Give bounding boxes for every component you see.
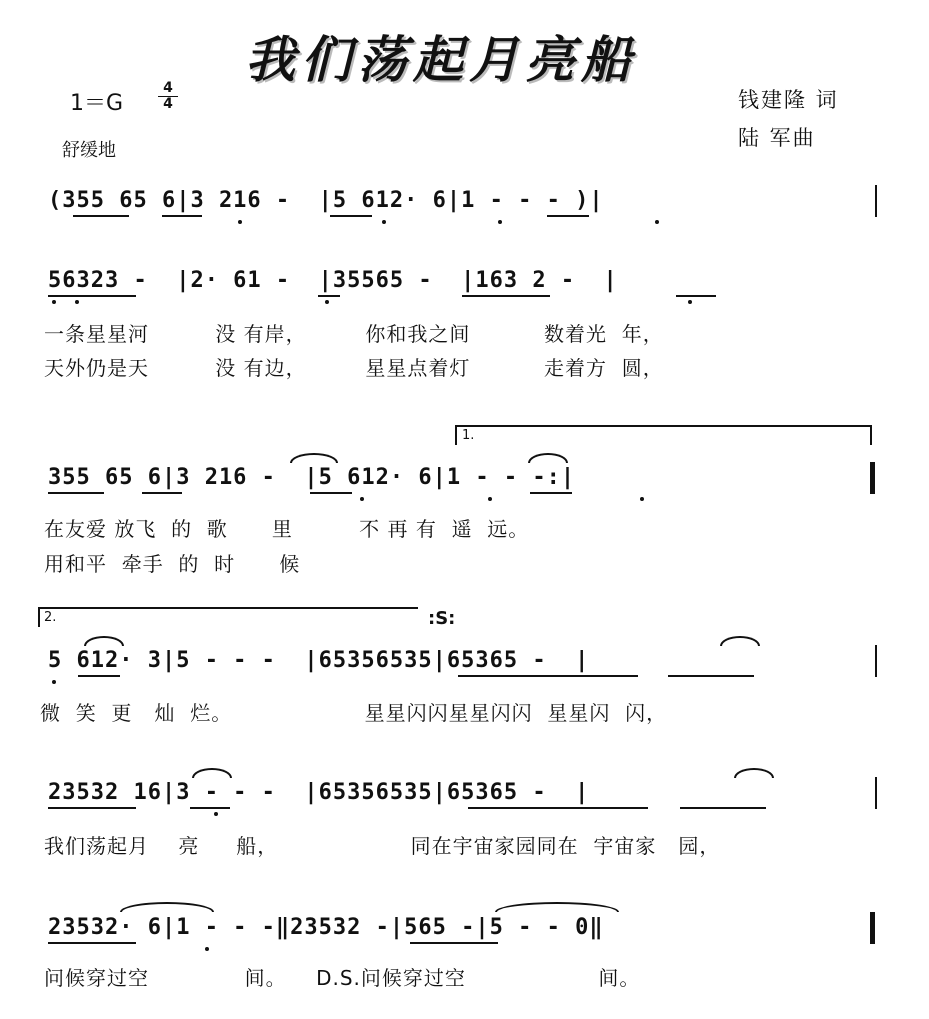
lyrics-row-6: 问候穿过空 间。 D.S.问候穿过空 间。 [44, 966, 641, 990]
underline [458, 675, 638, 677]
octave-dot [488, 497, 492, 501]
slur [734, 768, 774, 778]
segno-sign: :S: [428, 608, 456, 629]
slur [720, 636, 760, 646]
underline [190, 807, 230, 809]
lyrics-row-5: 我们荡起月 亮 船， 同在宇宙家园同在 宇宙家 园， [44, 834, 721, 858]
song-title: 我们荡起月亮船 [245, 30, 637, 89]
key-signature: 1＝G [70, 91, 124, 116]
octave-dot [214, 812, 218, 816]
tempo-marking: 舒缓地 [62, 140, 116, 161]
lyrics-row-2-verse-1: 一条星星河 没 有岸， 你和我之间 数着光 年， [44, 322, 664, 346]
octave-dot [325, 300, 329, 304]
slur [495, 902, 619, 912]
underline [48, 807, 136, 809]
barline [875, 777, 877, 809]
slur [290, 453, 338, 463]
underline [142, 492, 182, 494]
underline [547, 215, 589, 217]
underline [73, 215, 129, 217]
volta-1-bracket-left [455, 425, 457, 445]
time-signature: 4 4 [158, 82, 178, 111]
slur [84, 636, 124, 646]
underline [78, 675, 120, 677]
volta-2-bracket [38, 607, 418, 609]
repeat-end-barline [870, 462, 875, 494]
underline [410, 942, 498, 944]
octave-dot [205, 947, 209, 951]
barline [875, 185, 877, 217]
notation-row-5: 23532 16|3 - - - |65356535|65365 - | [48, 780, 590, 805]
notation-row-1: (355 65 6|3 216 - |5 612· 6|1 - - - )| [48, 188, 604, 213]
notation-row-4: 5 612· 3|5 - - - |65356535|65365 - | [48, 648, 590, 673]
volta-1-bracket-right [870, 425, 872, 445]
octave-dot [640, 497, 644, 501]
octave-dot [655, 220, 659, 224]
lyrics-row-3-verse-1: 在友爱 放飞 的 歌 里 不 再 有 遥 远。 [44, 517, 530, 541]
octave-dot [52, 300, 56, 304]
lyrics-row-4: 微 笑 更 灿 烂。 星星闪闪星星闪闪 星星闪 闪， [40, 701, 668, 725]
underline [318, 295, 340, 297]
underline [462, 295, 550, 297]
underline [676, 295, 716, 297]
octave-dot [75, 300, 79, 304]
slur [120, 902, 214, 912]
octave-dot [498, 220, 502, 224]
notation-row-6: 23532· 6|1 - - -‖23532 -|565 -|5 - - 0‖ [48, 915, 604, 940]
lyrics-row-3-verse-2: 用和平 牵手 的 时 候 [44, 552, 301, 576]
underline [48, 942, 136, 944]
underline [162, 215, 202, 217]
underline [330, 215, 372, 217]
barline [875, 645, 877, 677]
notation-row-2: 56323 - |2· 61 - |35565 - |163 2 - | [48, 268, 618, 293]
underline [310, 492, 352, 494]
underline [668, 675, 754, 677]
underline [48, 492, 104, 494]
lyricist-credit: 钱建隆 词 [738, 88, 839, 112]
octave-dot [360, 497, 364, 501]
underline [468, 807, 648, 809]
composer-credit: 陆 军曲 [738, 126, 816, 150]
volta-1-label: 1. [462, 428, 475, 443]
slur [192, 768, 232, 778]
underline [48, 295, 136, 297]
lyrics-row-2-verse-2: 天外仍是天 没 有边， 星星点着灯 走着方 圆， [44, 356, 664, 380]
octave-dot [52, 680, 56, 684]
octave-dot [238, 220, 242, 224]
octave-dot [382, 220, 386, 224]
volta-2-label: 2. [44, 610, 57, 625]
volta-1-bracket [455, 425, 871, 427]
octave-dot [688, 300, 692, 304]
slur [528, 453, 568, 463]
notation-row-3: 355 65 6|3 216 - |5 612· 6|1 - - -:| [48, 465, 576, 490]
volta-2-bracket-left [38, 607, 40, 627]
final-barline [870, 912, 875, 944]
underline [680, 807, 766, 809]
underline [530, 492, 572, 494]
